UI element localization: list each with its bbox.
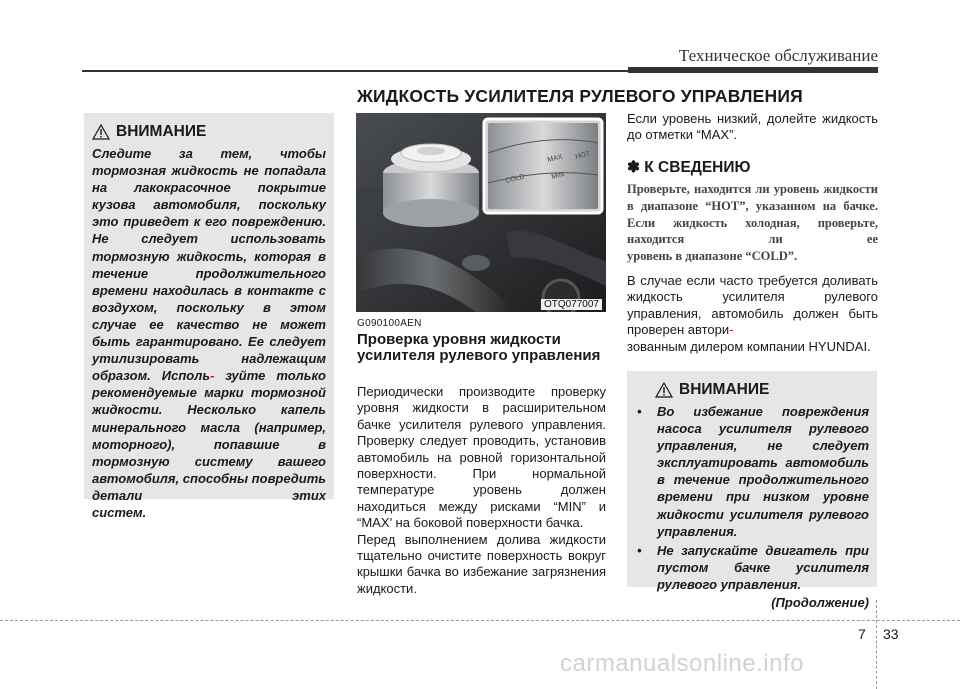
bullet-mark: • [637,404,642,419]
footer-rule [0,620,960,621]
info-text [627,181,878,265]
red-hyphen: - [729,322,734,338]
info-text-main: Проверьте, находится ли уровень жидкости в диапазоне “HOT”, указанном на бачке. Если жидкость холодная, проверьте, находится ли ее [627,182,878,247]
chapter-number: 7 [858,626,866,642]
bullet-mark: • [637,542,642,558]
reservoir-label-max: MAX [546,153,564,164]
info-heading: ✽ К СВЕДЕНИЮ [627,159,751,176]
page-number: 33 [883,626,899,642]
reservoir-label-hot: HOT [574,150,591,161]
section-code: G090100AEN [357,318,422,329]
warning-triangle-icon [92,124,110,140]
warning-heading [92,123,326,141]
engine-bay-illustration [356,113,606,312]
red-hyphen: - [210,368,215,384]
warning-item-text: Не запускайте двигатель при пустом бачке усилителя рулевого управления. [657,542,869,592]
reservoir-photo [356,113,606,312]
center-paragraph-2: Перед выполнением долива жидкости тщательно очистите поверхность вокруг крышки бачка во избежание загрязнения жидкости. [357,531,606,596]
right-paragraph-2 [627,273,878,355]
chapter-title: Техническое обслуживание [678,46,878,65]
warning-text-left [92,145,326,521]
right-paragraph-1: Если уровень низкий, долейте жидкость до отметки “MAX”. [627,111,878,142]
warning-triangle-icon [655,382,673,398]
right-paragraph-2a: В случае если часто требуется доливать жидкость усилителя рулевого управления, автомобиль должен быть проверен автори [627,273,878,338]
subsection-title: Проверка уровня жидкости усилителя рулевого управления [357,331,601,364]
page-divider [876,600,878,689]
reservoir-label-cold: COLD [504,173,526,185]
right-paragraph-2b: зованным дилером компании HYUNDAI. [627,338,871,354]
warning-box-right [627,371,877,611]
section-title: ЖИДКОСТЬ УСИЛИТЕЛЯ РУЛЕВОГО УПРАВЛЕНИЯ [357,86,803,106]
photo-caption: OTQ077007 [541,299,602,310]
info-text-last: уровень в диапазоне “COLD”. [627,249,798,264]
watermark: carmanualsonline.info [560,650,804,677]
warning-text-last: систем. [92,504,147,520]
warning-heading-right-label: ВНИМАНИЕ [679,381,770,398]
continued-label: (Продолжение) [771,595,869,611]
center-paragraph-1: Периодически производите проверку уровня жидкости в расширительном бачке усилителя рулевого управления. Проверку следует проводить, установив автомобиль на ровной горизонтальной поверхности. При нормальной температуре уровень должен находиться между рисками “MIN” и “MAX’ на боковой поверхности бачка. [357,384,606,531]
warning-heading-label: ВНИМАНИЕ [116,123,207,140]
warning-list-item [635,542,869,593]
center-body [357,384,606,597]
warning-text-part1: Следите за тем, чтобы тормозная жидкость не попадала на лакокрасочное покрытие кузова автомобиля, поскольку это приведет к его повреждению. Не следует использовать тормозную жидкость, которая в течение продолжительного времени находилась в контакте с воздухом, поскольку в этом случае ее качество не может быть гарантировано. Ее следует утилизировать надлежащим образом. Исполь- [92,146,326,384]
warning-box-left [84,113,334,520]
header-tab-bar [628,67,878,73]
warning-heading-right [635,381,869,399]
warning-text-part2: зуйте только рекомендуемые марки тормозной жидкости. Несколько капель минерального масла (например, моторного), попавшие в тормозную систему вашего автомобиля, способны повредить детали этих [92,368,326,503]
warning-list [635,403,869,593]
warning-list-item [635,403,869,540]
reservoir-label-min: MIN [550,171,565,181]
warning-item-text: Во избежание повреждения насоса усилителя рулевого управления, не следует эксплуатировать автомобиль в течение продолжительного времени при низком уровне жидкости усилителя рулевого управления. [657,404,869,539]
